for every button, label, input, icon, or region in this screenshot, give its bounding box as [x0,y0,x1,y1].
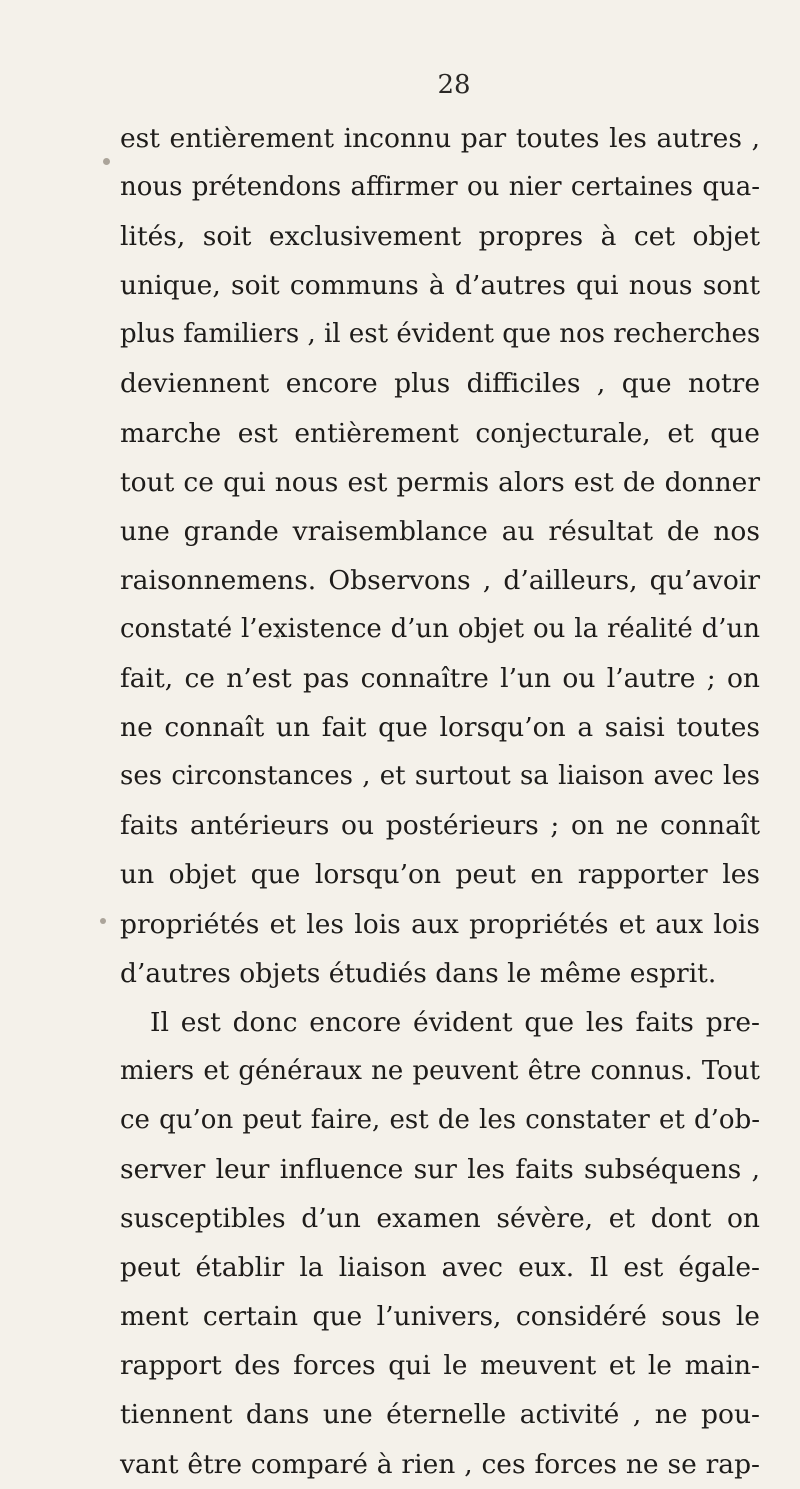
text-line: fait, ce n’est pas connaître l’un ou l’autre ; on [120,663,760,695]
text-line: un objet que lorsqu’on peut en rapporter les [120,859,760,891]
text-line: nous prétendons affirmer ou nier certaines qua- [120,172,760,203]
text-line: une grande vraisemblance au résultat de nos [120,515,760,547]
text-line: susceptibles d’un examen sévère, et dont on [120,1203,760,1235]
text-line: ne connaît un fait que lorsqu’on a saisi toutes [120,712,760,744]
text-line: raisonnemens. Observons , d’ailleurs, qu’avoir [120,564,760,596]
page-body-text [120,114,760,1489]
text-line: tout ce qui nous est permis alors est de donner [120,466,760,498]
text-line: miers et généraux ne peuvent être connus. Tout [120,1055,760,1086]
text-line: propriétés et les lois aux propriétés et aux lois [120,908,760,940]
text-line: peut établir la liaison avec eux. Il est égale- [120,1252,760,1284]
text-line: marche est entièrement conjecturale, et que [120,417,760,449]
ink-spot [103,158,110,165]
text-line: d’autres objets étudiés dans le même esprit. [120,957,717,989]
text-line: faits antérieurs ou postérieurs ; on ne connaît [120,810,760,842]
text-line: tiennent dans une éternelle activité , ne pou- [120,1399,760,1431]
text-line: lités, soit exclusivement propres à cet objet [120,221,760,253]
page-number: 28 [437,70,471,100]
text-line: ses circonstances , et surtout sa liaison avec les [120,761,760,792]
ink-spot [100,918,106,924]
text-line: ment certain que l’univers, considéré sous le [120,1301,760,1333]
text-line: plus familiers , il est évident que nos recherches [120,319,761,350]
text-line: server leur influence sur les faits subséquens , [120,1153,760,1185]
text-line: Il est donc encore évident que les faits pre- [150,1006,760,1038]
text-line: deviennent encore plus difficiles , que notre [120,368,760,400]
text-line: est entièrement inconnu par toutes les autres , [120,123,760,154]
text-line: constaté l’existence d’un objet ou la réalité d’un [120,613,760,644]
text-line: unique, soit communs à d’autres qui nous sont [120,270,760,302]
text-line: vant être comparé à rien , ces forces ne se rap- [120,1448,760,1480]
text-line: ce qu’on peut faire, est de les constater et d’ob- [120,1104,760,1135]
text-line: rapport des forces qui le meuvent et le main- [120,1350,760,1382]
